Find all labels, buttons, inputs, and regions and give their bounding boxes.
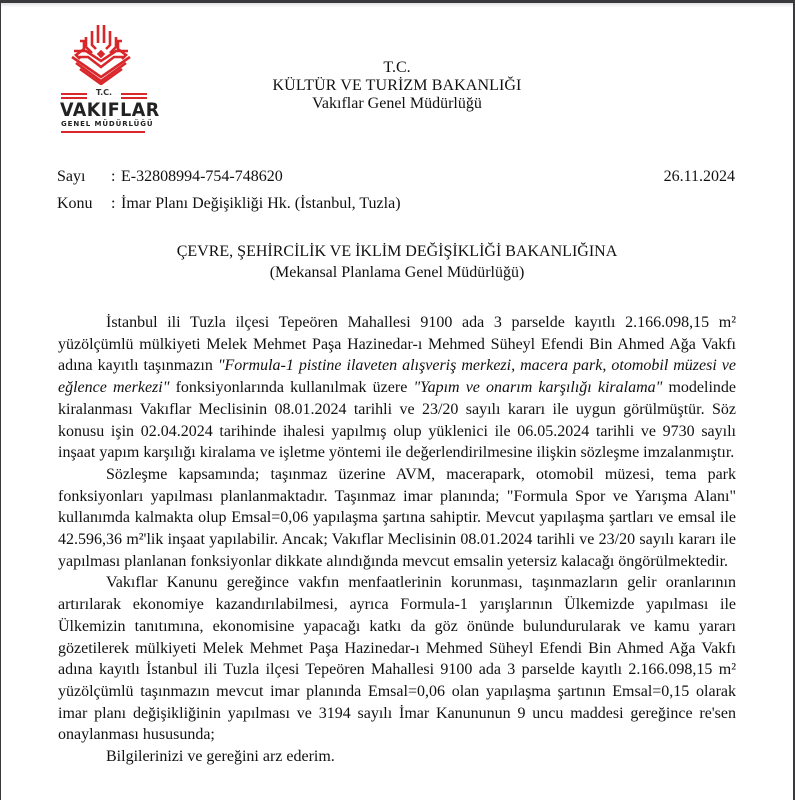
closing-line: Bilgilerinizi ve gereğini arz ederim. <box>106 748 335 766</box>
letterhead-tc: T.C. <box>383 59 411 76</box>
logo-tc-label: T.C. <box>95 88 113 97</box>
document-page <box>1 3 793 800</box>
paragraph-3: Vakıflar Kanunu gereğince vakfın menfaatlerinin korunması, taşınmazların gelir oranlarının artırılarak ekonomiye kazandırılabilmesi, ayrıca Formula-1 yarışlarının Ülkemizde yapılması ile Ülkemizin tanıtımına, ekonomisine yapacağı katkı da göz önünde bulundurularak ve kamu yararı gözetilerek mülkiyeti Melek Mehmet Paşa Hazinedar-ı Mehmed Süheyl Efendi Bin Ahmed Ağa Vakfı adına kayıtlı İstanbul ili Tuzla ilçesi Tepeören Mahallesi 9100 ada 3 parselde kayıtlı 2.166.098,15 m² yüzölçümlü taşınmazın mevcut imar planında Emsal=0,06 olan yapılaşma şartının Emsal=0,15 olarak imar planı değişikliğinin yapılması ve 3194 sayılı İmar Kanununun 9 uncu maddesi gereğince re'sen onaylanması hususunda; <box>58 574 736 744</box>
subject-row <box>57 190 401 217</box>
subject-separator: : <box>111 195 116 212</box>
letterhead-directorate: Vakıflar Genel Müdürlüğü <box>312 95 482 112</box>
letter-body <box>58 312 736 768</box>
paragraph-1-quote-model: "Yapım ve onarım karşılığı kiralama" <box>413 379 663 397</box>
paragraph-1-quote-functions: "Formula-1 pistine ilaveten alışveriş merkezi, macera park, otomobil müzesi ve eğlence merkezi" <box>58 357 736 397</box>
logo-subtitle: GENEL MÜDÜRLÜĞÜ <box>61 120 154 128</box>
addressee-ministry: ÇEVRE, ŞEHİRCİLİK VE İKLİM DEĞİŞİKLİĞİ BAKANLIĞINA <box>176 243 618 260</box>
subject-label: Konu <box>57 195 93 212</box>
paragraph-1 <box>58 312 736 464</box>
number-value: E-32808994-754-748620 <box>121 168 283 185</box>
letterhead <box>1 59 793 113</box>
number-separator: : <box>111 168 116 185</box>
letterhead-ministry: KÜLTÜR VE TURİZM BAKANLIĞI <box>272 77 522 94</box>
logo-brand-text: VAKIFLAR <box>60 99 160 121</box>
subject-value: İmar Planı Değişikliği Hk. (İstanbul, Tuzla) <box>121 195 401 212</box>
addressee <box>1 241 793 283</box>
logo-underline <box>61 131 145 133</box>
document-date: 26.11.2024 <box>663 168 735 185</box>
number-label: Sayı <box>57 168 86 185</box>
number-row <box>57 163 401 190</box>
paragraph-1-text-a: İstanbul ili Tuzla ilçesi Tepeören Mahallesi 9100 ada 3 parselde kayıtlı 2.166.098,15 m² yüzölçümlü mülkiyeti Melek Mehmet Paşa Hazinedar-ı Mehmed Süheyl Efendi Bin Ahmed Ağa Vakfı adına kayıtlı taşınmazın <box>58 314 736 375</box>
paragraph-1-text-c: fonksiyonlarında kullanılmak üzere <box>169 379 414 397</box>
document-meta <box>57 163 401 217</box>
paragraph-2: Sözleşme kapsamında; taşınmaz üzerine AVM, macerapark, otomobil müzesi, tema park fonksiyonları yapılması planlanmaktadır. Taşınmaz imar planında; "Formula Spor ve Yarışma Alanı" kullanımda kalmakta olup Emsal=0,06 yapılaşma şartına sahiptir. Mevcut yapılaşma şartları ve emsal ile 42.596,36 m²'lik inşaat yapılabilir. Ancak; Vakıflar Meclisinin 08.01.2024 tarihli ve 23/20 sayılı kararı ile yapılması planlanan fonksiyonlar dikkate alındığında mevcut emsalin yetersiz kalacağı öngörülmektedir. <box>58 465 736 570</box>
paragraph-1-text-e: modelinde kiralanması Vakıflar Meclisinin 08.01.2024 tarihli ve 23/20 sayılı kararı ile uygun görülmüştür. Söz konusu işin 02.04.2024 tarihinde ihalesi yapılmış olup yüklenici ile 06.05.2024 tarihli ve 9730 sayılı inşaat yapım karşılığı kiralama ve işletme yöntemi ile değerlendirilmesine ilişkin sözleşme imzalanmıştır. <box>58 379 737 462</box>
addressee-department: (Mekansal Planlama Genel Müdürlüğü) <box>269 264 525 281</box>
